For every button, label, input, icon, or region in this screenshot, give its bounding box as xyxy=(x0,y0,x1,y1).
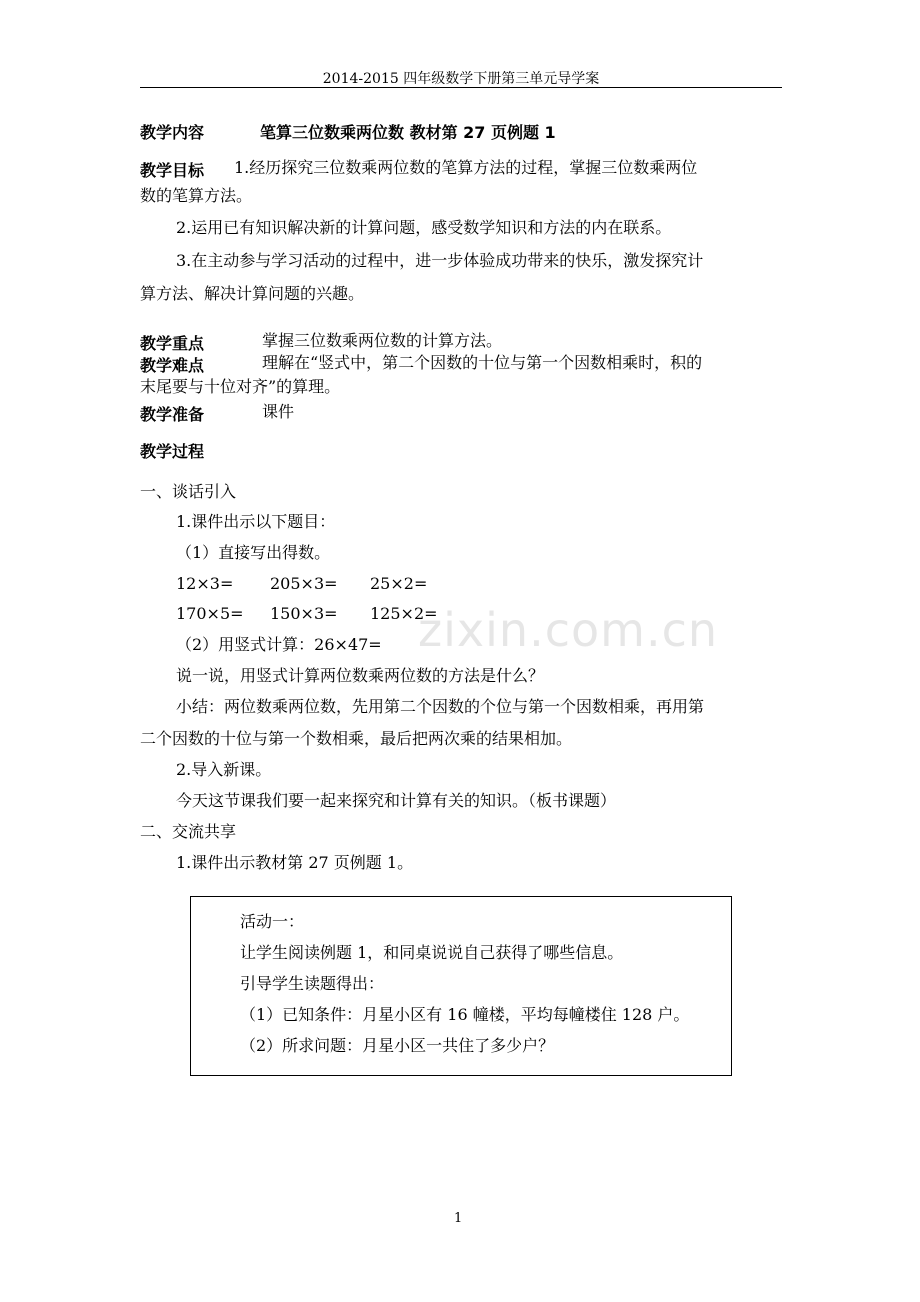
section1-question: 说一说，用竖式计算两位数乘两位数的方法是什么？ xyxy=(176,666,545,685)
preparation-label: 教学准备 xyxy=(140,405,205,424)
section1-intro: 今天这节课我们要一起来探究和计算有关的知识。（板书课题） xyxy=(176,791,617,810)
activity-line2: 引导学生读题得出： xyxy=(240,974,385,993)
section2-heading: 二、交流共享 xyxy=(140,822,237,841)
objective-3-line2: 算方法、解决计算问题的兴趣。 xyxy=(140,284,365,303)
process-label: 教学过程 xyxy=(140,442,205,461)
section1-summary-line2: 二个因数的十位与第一个数相乘，最后把两次乘的结果相加。 xyxy=(140,729,573,748)
key-point-label: 教学重点 xyxy=(140,334,205,353)
section1-sub1: （1）直接写出得数。 xyxy=(176,543,331,562)
page-number: 1 xyxy=(454,1211,463,1226)
watermark: zixin.com.cn xyxy=(418,603,719,657)
difficulty-label: 教学难点 xyxy=(140,356,205,375)
section1-heading: 一、谈话引入 xyxy=(140,482,237,501)
activity-title: 活动一： xyxy=(240,912,305,931)
calc-row2-item3: 125×2= xyxy=(370,604,438,623)
preparation-text: 课件 xyxy=(262,402,295,421)
section1-summary-line1: 小结：两位数乘两位数，先用第二个因数的个位与第一个因数相乘，再用第 xyxy=(176,697,705,716)
activity-line1: 让学生阅读例题 1，和同桌说说自己获得了哪些信息。 xyxy=(240,943,624,962)
content-label: 教学内容 xyxy=(140,123,205,142)
objective-1-line1: 1.经历探究三位数乘两位数的笔算方法的过程，掌握三位数乘两位 xyxy=(234,158,698,177)
content-text: 笔算三位数乘两位数 教材第 27 页例题 1 xyxy=(260,123,556,142)
difficulty-line1: 理解在“竖式中，第二个因数的十位与第一个因数相乘时，积的 xyxy=(262,353,703,372)
calc-row1-item1: 12×3= xyxy=(176,574,234,593)
objective-3-line1: 3.在主动参与学习活动的过程中，进一步体验成功带来的快乐，激发探究计 xyxy=(176,251,704,270)
calc-row1-item3: 25×2= xyxy=(370,574,428,593)
difficulty-line2: 末尾要与十位对齐”的算理。 xyxy=(140,377,341,396)
activity-line3: （1）已知条件：月星小区有 16 幢楼，平均每幢楼住 128 户。 xyxy=(240,1005,690,1024)
objective-2: 2.运用已有知识解决新的计算问题，感受数学知识和方法的内在联系。 xyxy=(176,218,672,237)
calc-row2-item1: 170×5= xyxy=(176,604,244,623)
calc-row2-item2: 150×3= xyxy=(270,604,338,623)
objective-1-line2: 数的笔算方法。 xyxy=(140,186,253,205)
header-rule xyxy=(140,87,782,88)
section1-step2: 2.导入新课。 xyxy=(176,760,272,779)
section1-step1: 1.课件出示以下题目： xyxy=(176,512,336,531)
objectives-label: 教学目标 xyxy=(140,161,205,180)
page-header-title: 2014-2015 四年级数学下册第三单元导学案 xyxy=(322,71,600,87)
activity-line4: （2）所求问题：月星小区一共住了多少户？ xyxy=(240,1036,555,1055)
calc-row1-item2: 205×3= xyxy=(270,574,338,593)
section2-step1: 1.课件出示教材第 27 页例题 1。 xyxy=(176,853,414,872)
section1-sub2: （2）用竖式计算：26×47= xyxy=(176,635,382,654)
key-point-text: 掌握三位数乘两位数的计算方法。 xyxy=(262,331,503,350)
